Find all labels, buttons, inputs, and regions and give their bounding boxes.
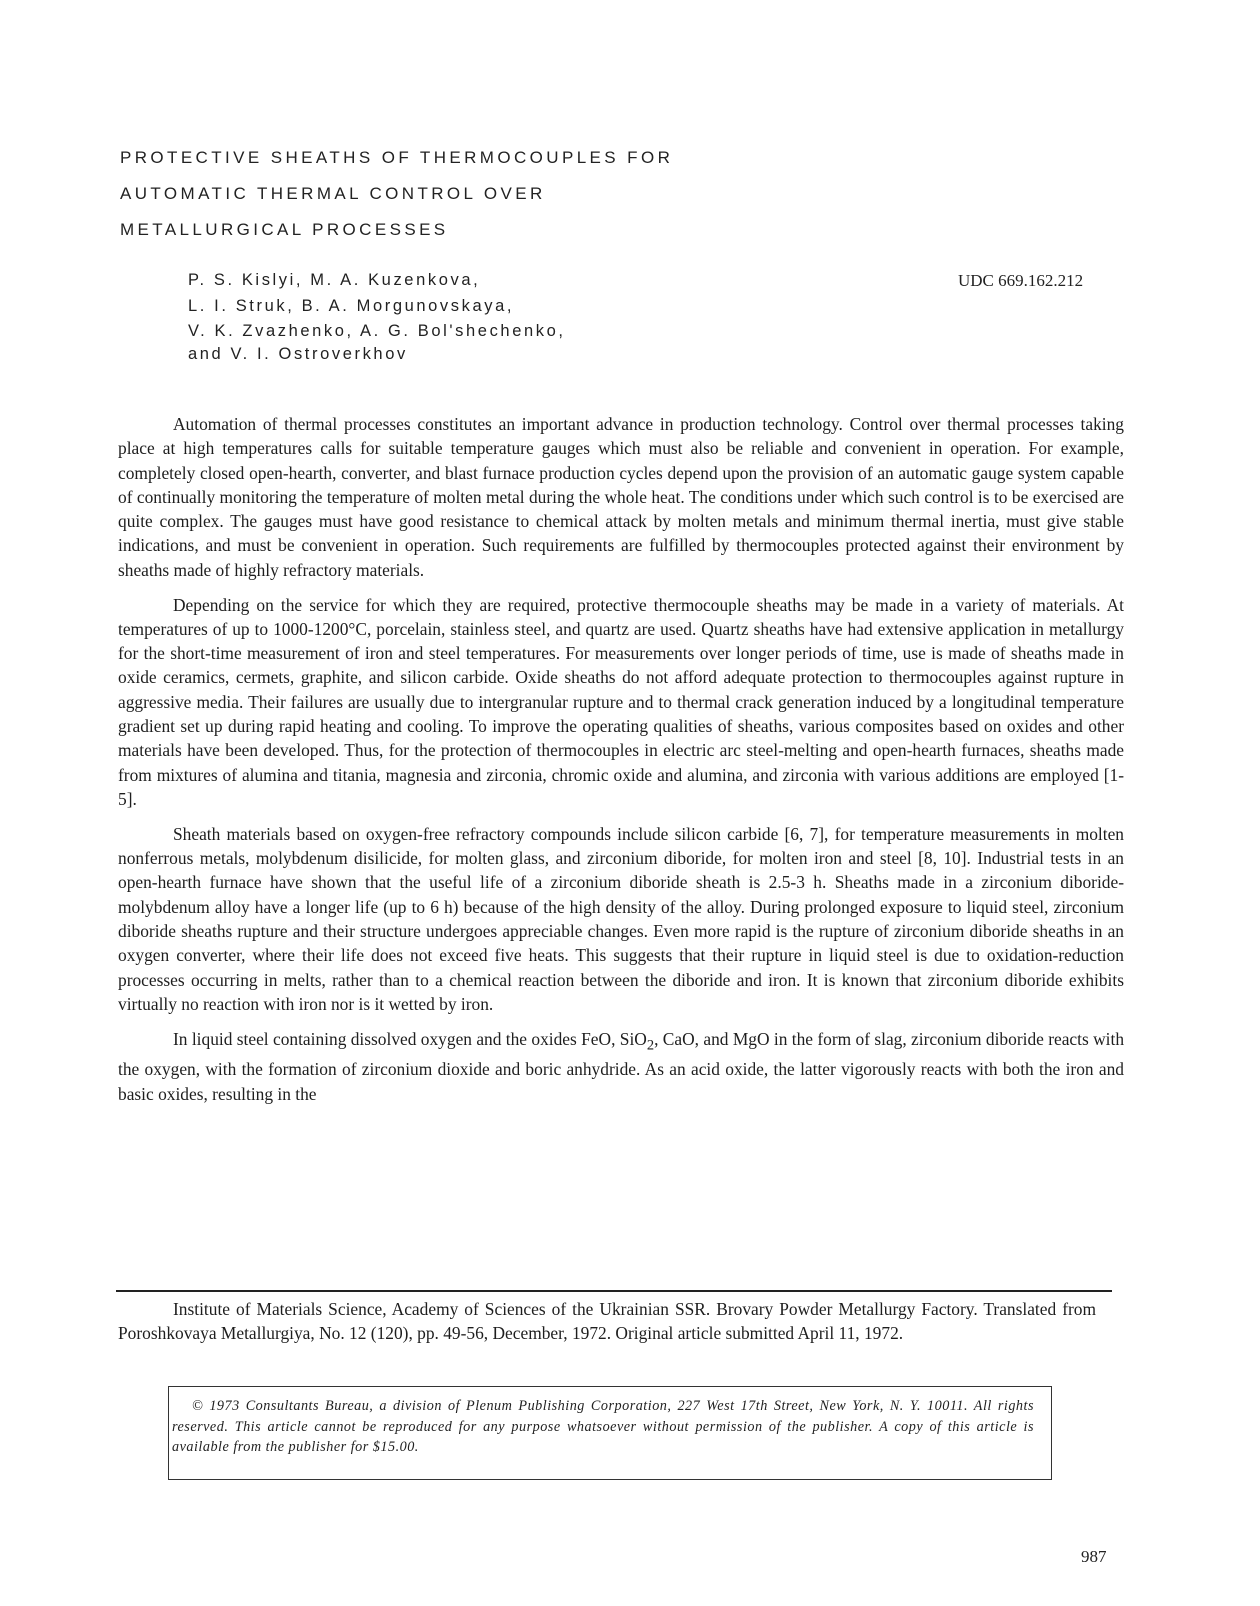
paragraph-4 [118,1027,1124,1106]
affiliation-footnote: Institute of Materials Science, Academy of Sciences of the Ukrainian SSR. Brovary Powder Metallurgy Factory. Translated from Poroshkovaya Metallurgiya, No. 12 (120), pp. 49-56, December, 1972. Original article submitted April 11, 1972. [118,1299,1096,1343]
article-body [118,412,1124,1116]
paragraph-1: Automation of thermal processes constitutes an important advance in production technology. Control over thermal processes taking place at high temperatures calls for suitable temperature gauges which must also be reliable and convenient in operation. For example, completely closed open-hearth, converter, and blast furnace production cycles depend upon the provision of an automatic gauge system capable of continually monitoring the temperature of molten metal during the whole heat. The conditions under which such control is to be exercised are quite complex. The gauges must have good resistance to chemical attack by molten metals and minimum thermal inertia, must give stable indications, and must be convenient in operation. Such requirements are fulfilled by thermocouples protected against their environment by sheaths made of highly refractory materials. [118,414,1124,580]
author-line-2: L. I. Struk, B. A. Morgunovskaya, [188,297,515,315]
page-number: 987 [1081,1547,1107,1566]
paragraph-4-part-2: , CaO, and MgO in the form of slag, zirconium diboride reacts with the oxygen, with the formation of zirconium dioxide and boric anhydride. As an acid oxide, the latter vigorously reacts with both the iron and basic oxides, resulting in the [118,1028,1125,1104]
udc-code: UDC 669.162.212 [958,271,1084,290]
author-line-3: V. K. Zvazhenko, A. G. Bol'shechenko, [188,322,566,340]
copyright-notice: © 1973 Consultants Bureau, a division of Plenum Publishing Corporation, 227 West 17th Street, New York, N. Y. 10011. All rights reserved. This article cannot be reproduced for any purpose whatsoever without permission of the publisher. A copy of this article is available from the publisher for $15.00. [172,1398,1034,1456]
paragraph-3: Sheath materials based on oxygen-free refractory compounds include silicon carbide [6, 7], for temperature measurements in molten nonferrous metals, molybdenum disilicide, for molten glass, and zirconium diboride, for molten iron and steel [8, 10]. Industrial tests in an open-hearth furnace have shown that the useful life of a zirconium diboride sheath is 2.5-3 h. Sheaths made in a zirconium diboride-molybdenum alloy have a longer life (up to 6 h) because of the high density of the alloy. During prolonged exposure to liquid steel, zirconium diboride sheaths rupture and their structure undergoes appreciable changes. Even more rapid is the rupture of zirconium diboride sheaths in an oxygen converter, where their life does not exceed five heats. This suggests that their rupture in liquid steel is due to oxidation-reduction processes occurring in melts, rather than to a chemical reaction between the diboride and iron. It is known that zirconium diboride exhibits virtually no reaction with iron nor is it wetted by iron. [118,823,1124,1014]
subscript-2: 2 [646,1037,655,1054]
paragraph-4-part-1: In liquid steel containing dissolved oxygen and the oxides FeO, SiO [173,1028,647,1049]
title-line-2: AUTOMATIC THERMAL CONTROL OVER [120,184,546,203]
title-line-3: METALLURGICAL PROCESSES [120,220,449,239]
title-line-1: PROTECTIVE SHEATHS OF THERMOCOUPLES FOR [120,148,674,167]
author-line-4: and V. I. Ostroverkhov [188,345,408,363]
author-line-1: P. S. Kislyi, M. A. Kuzenkova, [188,271,481,289]
paragraph-2: Depending on the service for which they are required, protective thermocouple sheaths may be made in a variety of materials. At temperatures of up to 1000-1200°C, porcelain, stainless steel, and quartz are used. Quartz sheaths have had extensive application in metallurgy for the short-time measurement of iron and steel temperatures. For measurements over longer periods of time, use is made of sheaths made in oxide ceramics, cermets, graphite, and silicon carbide. Oxide sheaths do not afford adequate protection to thermocouples against rupture in aggressive media. Their failures are usually due to intergranular rupture and to thermal crack generation induced by a longitudinal temperature gradient set up during rapid heating and cooling. To improve the operating qualities of sheaths, various composites based on oxides and other materials have been developed. Thus, for the protection of thermocouples in electric arc steel-melting and open-hearth furnaces, sheaths made from mixtures of alumina and titania, magnesia and zirconia, chromic oxide and alumina, and zirconia with various additions are employed [1-5]. [118,594,1124,809]
footnote-rule [116,1290,1112,1292]
